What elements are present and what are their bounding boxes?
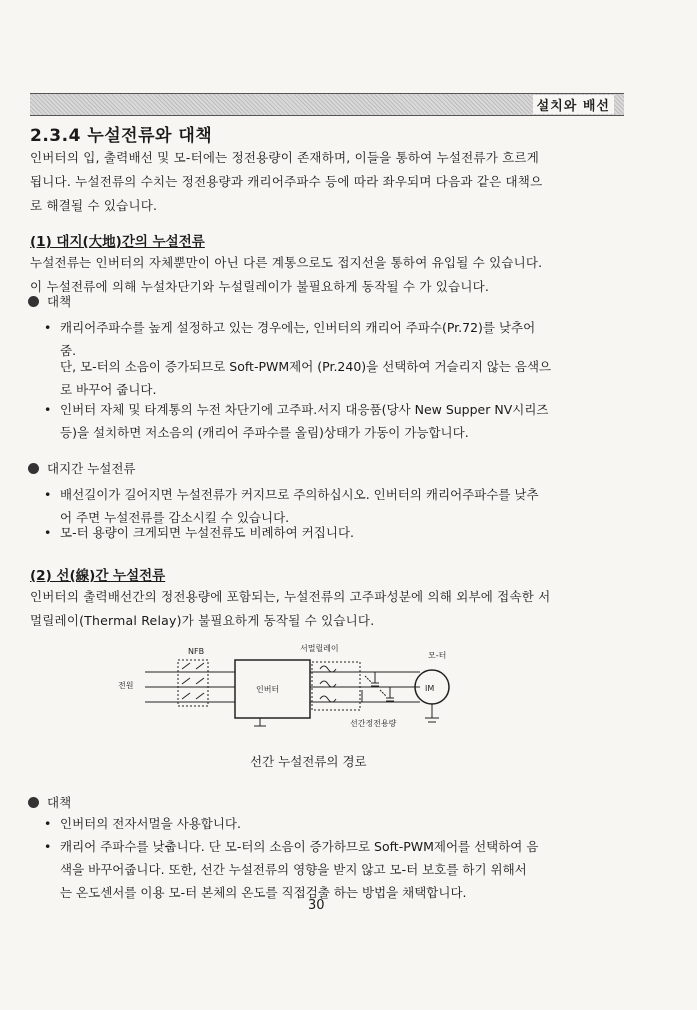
subsection-title-ground-leakage: (1) 대지(大地)간의 누설전류 — [30, 234, 205, 250]
text-line: 인버터의 입, 출력배선 및 모-터에는 정전용량이 존재하며, 이들을 통하여 누설전류가 흐르게 — [30, 150, 539, 165]
intro-paragraph — [30, 146, 630, 218]
countermeasure-heading — [28, 292, 71, 310]
motor-icon — [415, 670, 449, 722]
chapter-header-bar — [30, 93, 624, 116]
text-line: 인버터의 출력배선간의 정전용량에 포함되는, 누설전류의 고주파성분에 의해 외부에 접속한 서 — [30, 589, 551, 604]
subsection-title-line-leakage: (2) 선(線)간 누설전류 — [30, 568, 166, 584]
text-line: 줌. — [60, 343, 77, 358]
text-line: 색을 바꾸어줍니다. 또한, 선간 누설전류의 영향을 받지 않고 모-터 보호를 하기 위해서 — [60, 862, 527, 877]
list-item — [42, 355, 645, 401]
text-line: 인버터의 전자서멀을 사용합니다. — [60, 816, 241, 831]
filled-circle-icon — [28, 296, 39, 307]
text-line: 캐리어주파수를 높게 설정하고 있는 경우에는, 인버터의 캐리어 주파수(Pr.72)를 낮추어 — [60, 320, 536, 335]
section-title: 2.3.4 누설전류와 대책 — [30, 126, 213, 146]
countermeasure-label: 대책 — [47, 294, 72, 309]
list-item — [42, 835, 645, 904]
text-line: 캐리어 주파수를 낮춥니다. 단 모-터의 소음이 증가하므로 Soft-PWM제어를 선택하여 음 — [60, 839, 539, 854]
text-line: 등)을 설치하면 저소음의 (캐리어 주파수를 올림)상태가 가동이 가능합니다. — [60, 425, 469, 440]
text-line: 단, 모-터의 소음이 증가되므로 Soft-PWM제어 (Pr.240)을 선택하여 거슬리지 않는 음색으 — [60, 359, 552, 374]
countermeasure-heading — [28, 793, 71, 811]
bullet-icon: • — [44, 487, 52, 502]
bullet-icon: • — [44, 816, 52, 831]
ground-leakage-heading — [28, 459, 136, 477]
ground-leakage-paragraph — [30, 251, 630, 299]
text-line: 됩니다. 누설전류의 수치는 정전용량과 캐리어주파수 등에 따라 좌우되며 다음과 같은 대책으 — [30, 174, 543, 189]
thermal-relay-icon — [312, 662, 360, 710]
text-line: 누설전류는 인버터의 자체뿐만이 아닌 다른 계통으로도 접지선을 통하여 유입될 수 있습니다. — [30, 255, 543, 270]
text-line: 멀릴레이(Thermal Relay)가 불필요하게 동작될 수 있습니다. — [30, 613, 375, 628]
list-item — [42, 521, 645, 544]
text-line: 로 해결될 수 있습니다. — [30, 198, 158, 213]
nfb-label: NFB — [188, 647, 205, 656]
bullet-icon: • — [44, 839, 52, 854]
bullet-icon: • — [44, 402, 52, 417]
ground-leakage-label: 대지간 누설전류 — [47, 461, 136, 476]
text-line: 이 누설전류에 의해 누설차단기와 누설릴레이가 불필요하게 동작될 수 가 있습니다. — [30, 279, 490, 294]
thermal-relay-label: 서멀릴레이 — [300, 644, 339, 653]
bullet-icon: • — [44, 525, 52, 540]
bullet-icon: • — [44, 320, 52, 335]
text-line: 배선길이가 길어지면 누설전류가 커지므로 주의하십시오. 인버터의 캐리어주파수를 낮추 — [60, 487, 539, 502]
page-number: 30 — [308, 898, 325, 913]
list-item — [42, 398, 645, 444]
inverter-label: 인버터 — [256, 685, 280, 694]
text-line: 모-터 용량이 크게되면 누설전류도 비례하여 커집니다. — [60, 525, 355, 540]
text-line: 어 주면 누설전류를 감소시킬 수 있습니다. — [60, 510, 290, 525]
text-line: 인버터 자체 및 타계통의 누전 차단기에 고주파.서지 대응품(당사 New Supper NV시리즈 — [60, 402, 549, 417]
chapter-title: 설치와 배선 — [533, 95, 614, 114]
leakage-path-diagram — [100, 640, 480, 740]
list-item — [42, 812, 645, 835]
line-capacitance-label: 선간정전용량 — [350, 719, 397, 728]
motor-symbol: IM — [425, 684, 435, 693]
text-line: 로 바꾸어 줍니다. — [60, 382, 157, 397]
motor-label: 모-터 — [428, 651, 447, 660]
text-line: 는 온도센서를 이용 모-터 본체의 온도를 직접검출 하는 방법을 채택합니다. — [60, 885, 467, 900]
filled-circle-icon — [28, 463, 39, 474]
countermeasure-label: 대책 — [47, 795, 72, 810]
filled-circle-icon — [28, 797, 39, 808]
line-leakage-paragraph — [30, 585, 630, 633]
power-label: 전원 — [118, 681, 134, 690]
diagram-caption: 선간 누설전류의 경로 — [250, 754, 367, 769]
